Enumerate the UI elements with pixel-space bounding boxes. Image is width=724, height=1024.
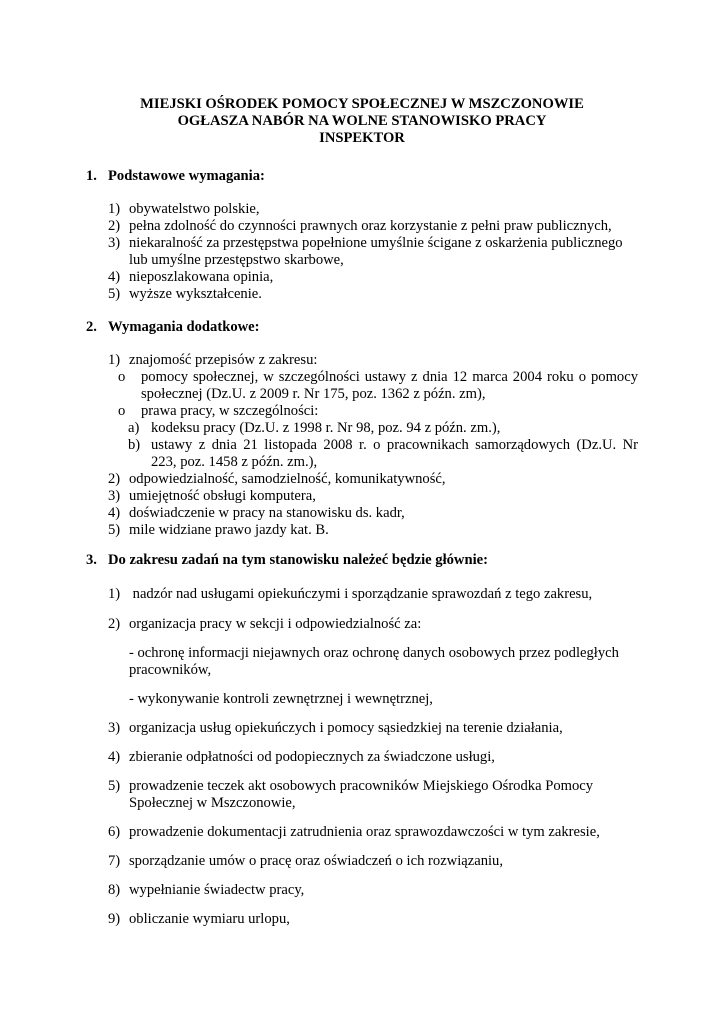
- list-number: 8): [108, 882, 121, 898]
- list-item: doświadczenie w pracy na stanowisku ds. kadr,: [129, 505, 405, 521]
- list-number: 4): [108, 505, 121, 521]
- list-item: organizacja usług opiekuńczych i pomocy sąsiedzkiej na terenie działania,: [129, 720, 563, 736]
- section-2-title: Wymagania dodatkowe:: [108, 319, 260, 335]
- list-number: 1): [108, 201, 121, 217]
- list-item: sporządzanie umów o pracę oraz oświadczeń o ich rozwiązaniu,: [129, 853, 503, 869]
- list-number: 9): [108, 911, 121, 927]
- header-line-1: MIEJSKI OŚRODEK POMOCY SPOŁECZNEJ W MSZCZONOWIE: [140, 96, 584, 112]
- list-item: niekaralność za przestępstwa popełnione umyślnie ścigane z oskarżenia publicznego: [129, 235, 623, 251]
- list-item: prowadzenie dokumentacji zatrudnienia oraz sprawozdawczości w tym zakresie,: [129, 824, 600, 840]
- list-item: umiejętność obsługi komputera,: [129, 488, 316, 504]
- dash-item: - wykonywanie kontroli zewnętrznej i wewnętrznej,: [129, 691, 433, 707]
- list-item: mile widziane prawo jazdy kat. B.: [129, 522, 329, 538]
- sub-list-item: kodeksu pracy (Dz.U. z 1998 r. Nr 98, poz. 94 z późn. zm.),: [151, 420, 501, 436]
- list-number: 4): [108, 269, 121, 285]
- list-item-continuation: Społecznej w Mszczonowie,: [129, 795, 296, 811]
- list-item: obliczanie wymiaru urlopu,: [129, 911, 290, 927]
- bullet-item: pomocy społecznej, w szczególności ustawy z dnia 12 marca 2004 roku o pomocy: [141, 369, 638, 385]
- header-line-2: OGŁASZA NABÓR NA WOLNE STANOWISKO PRACY: [177, 113, 547, 129]
- bullet-item-continuation: społecznej (Dz.U. z 2009 r. Nr 175, poz. 1362 z późn. zm),: [141, 386, 486, 402]
- dash-item: - ochronę informacji niejawnych oraz ochronę danych osobowych przez podległych: [129, 645, 619, 661]
- list-item: obywatelstwo polskie,: [129, 201, 260, 217]
- list-number: 5): [108, 778, 121, 794]
- list-number: 2): [108, 471, 121, 487]
- list-number: 3): [108, 235, 121, 251]
- bullet-marker: o: [118, 403, 126, 419]
- list-item: znajomość przepisów z zakresu:: [129, 352, 318, 368]
- list-item: nadzór nad usługami opiekuńczymi i sporządzanie sprawozdań z tego zakresu,: [129, 586, 593, 602]
- list-number: 2): [108, 616, 121, 632]
- list-number: 3): [108, 488, 121, 504]
- section-2-number: 2.: [86, 319, 97, 335]
- list-item: odpowiedzialność, samodzielność, komunikatywność,: [129, 471, 446, 487]
- bullet-item: prawa pracy, w szczególności:: [141, 403, 319, 419]
- list-number: 6): [108, 824, 121, 840]
- dash-item-continuation: pracowników,: [129, 662, 212, 678]
- sub-list-item-continuation: 223, poz. 1458 z późn. zm.),: [151, 454, 318, 470]
- list-item: wyższe wykształcenie.: [129, 286, 262, 302]
- section-1-title: Podstawowe wymagania:: [108, 168, 265, 184]
- section-3-number: 3.: [86, 552, 97, 568]
- sub-list-item: ustawy z dnia 21 listopada 2008 r. o pracownikach samorządowych (Dz.U. Nr: [151, 437, 638, 453]
- list-item: organizacja pracy w sekcji i odpowiedzialność za:: [129, 616, 422, 632]
- list-item: pełna zdolność do czynności prawnych oraz korzystanie z pełni praw publicznych,: [129, 218, 612, 234]
- list-number: 1): [108, 352, 121, 368]
- section-3-title: Do zakresu zadań na tym stanowisku należeć będzie głównie:: [108, 552, 488, 568]
- section-1-number: 1.: [86, 168, 97, 184]
- sub-list-letter: a): [128, 420, 140, 436]
- document-header: [0, 96, 724, 147]
- list-item: wypełnianie świadectw pracy,: [129, 882, 305, 898]
- bullet-marker: o: [118, 369, 126, 385]
- header-line-3: INSPEKTOR: [319, 130, 405, 146]
- list-item-continuation: lub umyślne przestępstwo skarbowe,: [129, 252, 344, 268]
- list-number: 3): [108, 720, 121, 736]
- list-number: 7): [108, 853, 121, 869]
- list-number: 2): [108, 218, 121, 234]
- list-item: nieposzlakowana opinia,: [129, 269, 274, 285]
- list-number: 5): [108, 522, 121, 538]
- list-number: 5): [108, 286, 121, 302]
- sub-list-letter: b): [128, 437, 141, 453]
- list-number: 1): [108, 586, 121, 602]
- list-item: prowadzenie teczek akt osobowych pracowników Miejskiego Ośrodka Pomocy: [129, 778, 594, 794]
- list-item: zbieranie odpłatności od podopiecznych za świadczone usługi,: [129, 749, 495, 765]
- list-number: 4): [108, 749, 121, 765]
